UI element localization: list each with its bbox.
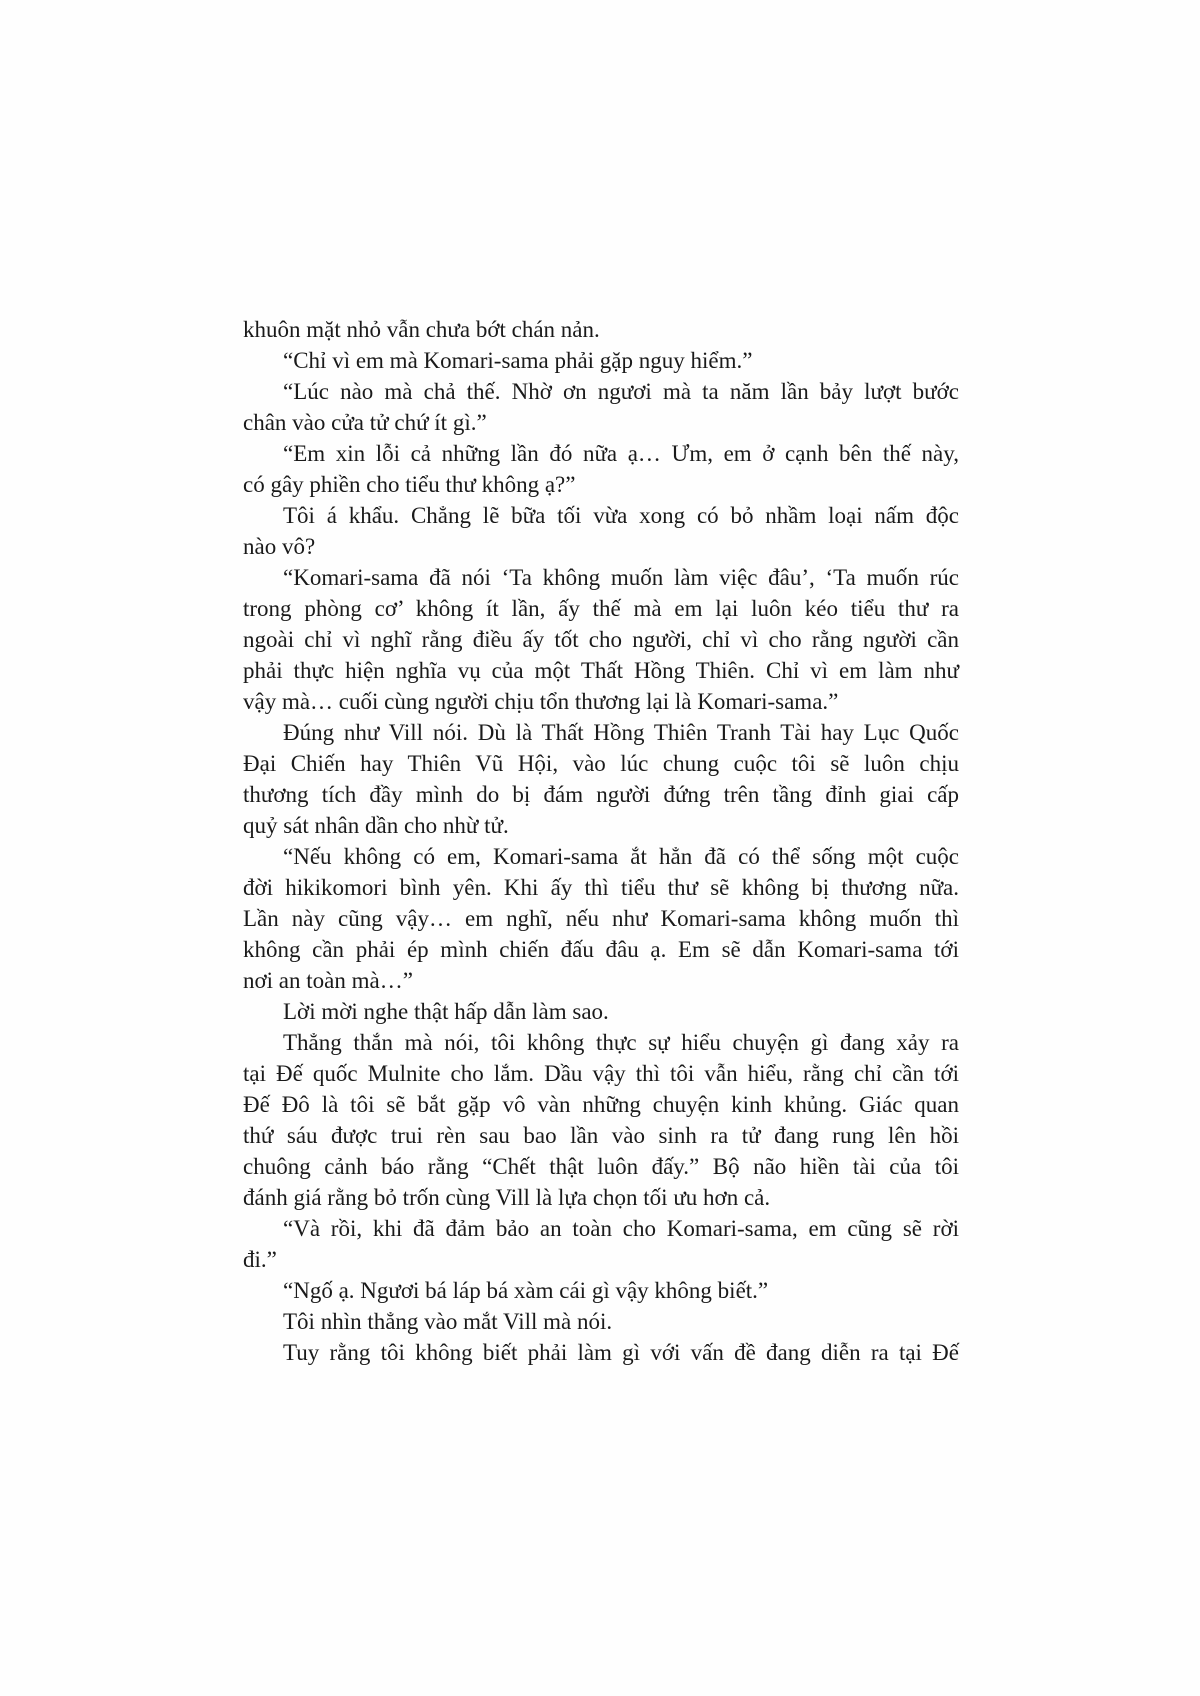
text-line: “Lúc nào mà chả thế. Nhờ ơn ngươi mà ta năm lần bảy lượt bước <box>283 379 959 404</box>
text-line: đánh giá rằng bỏ trốn cùng Vill là lựa chọn tối ưu hơn cả. <box>243 1185 771 1210</box>
text-line: tại Đế quốc Mulnite cho lắm. Dầu vậy thì tôi vẫn hiểu, rằng chỉ cần tới <box>243 1061 959 1086</box>
text-line: Tôi nhìn thẳng vào mắt Vill mà nói. <box>283 1309 613 1334</box>
text-line: thương tích đầy mình do bị đám người đứng trên tầng đỉnh giai cấp <box>243 782 959 807</box>
text-line: Lời mời nghe thật hấp dẫn làm sao. <box>283 999 609 1024</box>
body-text <box>243 314 959 1368</box>
text-line: có gây phiền cho tiểu thư không ạ?” <box>243 472 576 497</box>
text-line: “Em xin lỗi cả những lần đó nữa ạ… Ưm, em ở cạnh bên thế này, <box>283 441 959 466</box>
text-line: Tuy rằng tôi không biết phải làm gì với vấn đề đang diễn ra tại Đế <box>283 1340 959 1365</box>
text-line: trong phòng cơ’ không ít lần, ấy thế mà em lại luôn kéo tiểu thư ra <box>243 596 959 621</box>
text-line: chuông cảnh báo rằng “Chết thật luôn đấy.” Bộ não hiền tài của tôi <box>243 1154 959 1179</box>
text-line: vậy mà… cuối cùng người chịu tổn thương lại là Komari-sama.” <box>243 689 839 714</box>
text-line: Đế Đô là tôi sẽ bắt gặp vô vàn những chuyện kinh khủng. Giác quan <box>243 1092 959 1117</box>
text-line: nào vô? <box>243 534 316 559</box>
text-line: Đại Chiến hay Thiên Vũ Hội, vào lúc chung cuộc tôi sẽ luôn chịu <box>243 751 959 776</box>
text-line: Thẳng thắn mà nói, tôi không thực sự hiểu chuyện gì đang xảy ra <box>283 1030 959 1055</box>
text-line: quỷ sát nhân dần cho nhừ tử. <box>243 813 509 838</box>
text-line: không cần phải ép mình chiến đấu đâu ạ. Em sẽ dẫn Komari-sama tới <box>243 937 959 962</box>
text-line: “Và rồi, khi đã đảm bảo an toàn cho Komari-sama, em cũng sẽ rời <box>283 1216 959 1241</box>
text-line: khuôn mặt nhỏ vẫn chưa bớt chán nản. <box>243 317 600 342</box>
text-line: chân vào cửa tử chứ ít gì.” <box>243 410 487 435</box>
text-line: Đúng như Vill nói. Dù là Thất Hồng Thiên Tranh Tài hay Lục Quốc <box>283 720 959 745</box>
text-line: nơi an toàn mà…” <box>243 968 413 993</box>
text-line: Lần này cũng vậy… em nghĩ, nếu như Komari-sama không muốn thì <box>243 906 959 931</box>
text-line: thứ sáu được trui rèn sau bao lần vào sinh ra tử đang rung lên hồi <box>243 1123 959 1148</box>
text-line: “Komari-sama đã nói ‘Ta không muốn làm việc đâu’, ‘Ta muốn rúc <box>283 565 959 590</box>
text-line: đi.” <box>243 1247 277 1272</box>
text-line: Tôi á khẩu. Chẳng lẽ bữa tối vừa xong có bỏ nhầm loại nấm độc <box>283 503 959 528</box>
text-line: ngoài chỉ vì nghĩ rằng điều ấy tốt cho người, chỉ vì cho rằng người cần <box>243 627 959 652</box>
text-line: phải thực hiện nghĩa vụ của một Thất Hồng Thiên. Chỉ vì em làm như <box>243 658 959 683</box>
text-line: “Chỉ vì em mà Komari-sama phải gặp nguy hiểm.” <box>283 348 753 373</box>
text-line: “Nếu không có em, Komari-sama ắt hẳn đã có thể sống một cuộc <box>283 844 959 869</box>
text-line: “Ngố ạ. Ngươi bá láp bá xàm cái gì vậy không biết.” <box>283 1278 769 1303</box>
text-line: đời hikikomori bình yên. Khi ấy thì tiểu thư sẽ không bị thương nữa. <box>243 875 959 900</box>
